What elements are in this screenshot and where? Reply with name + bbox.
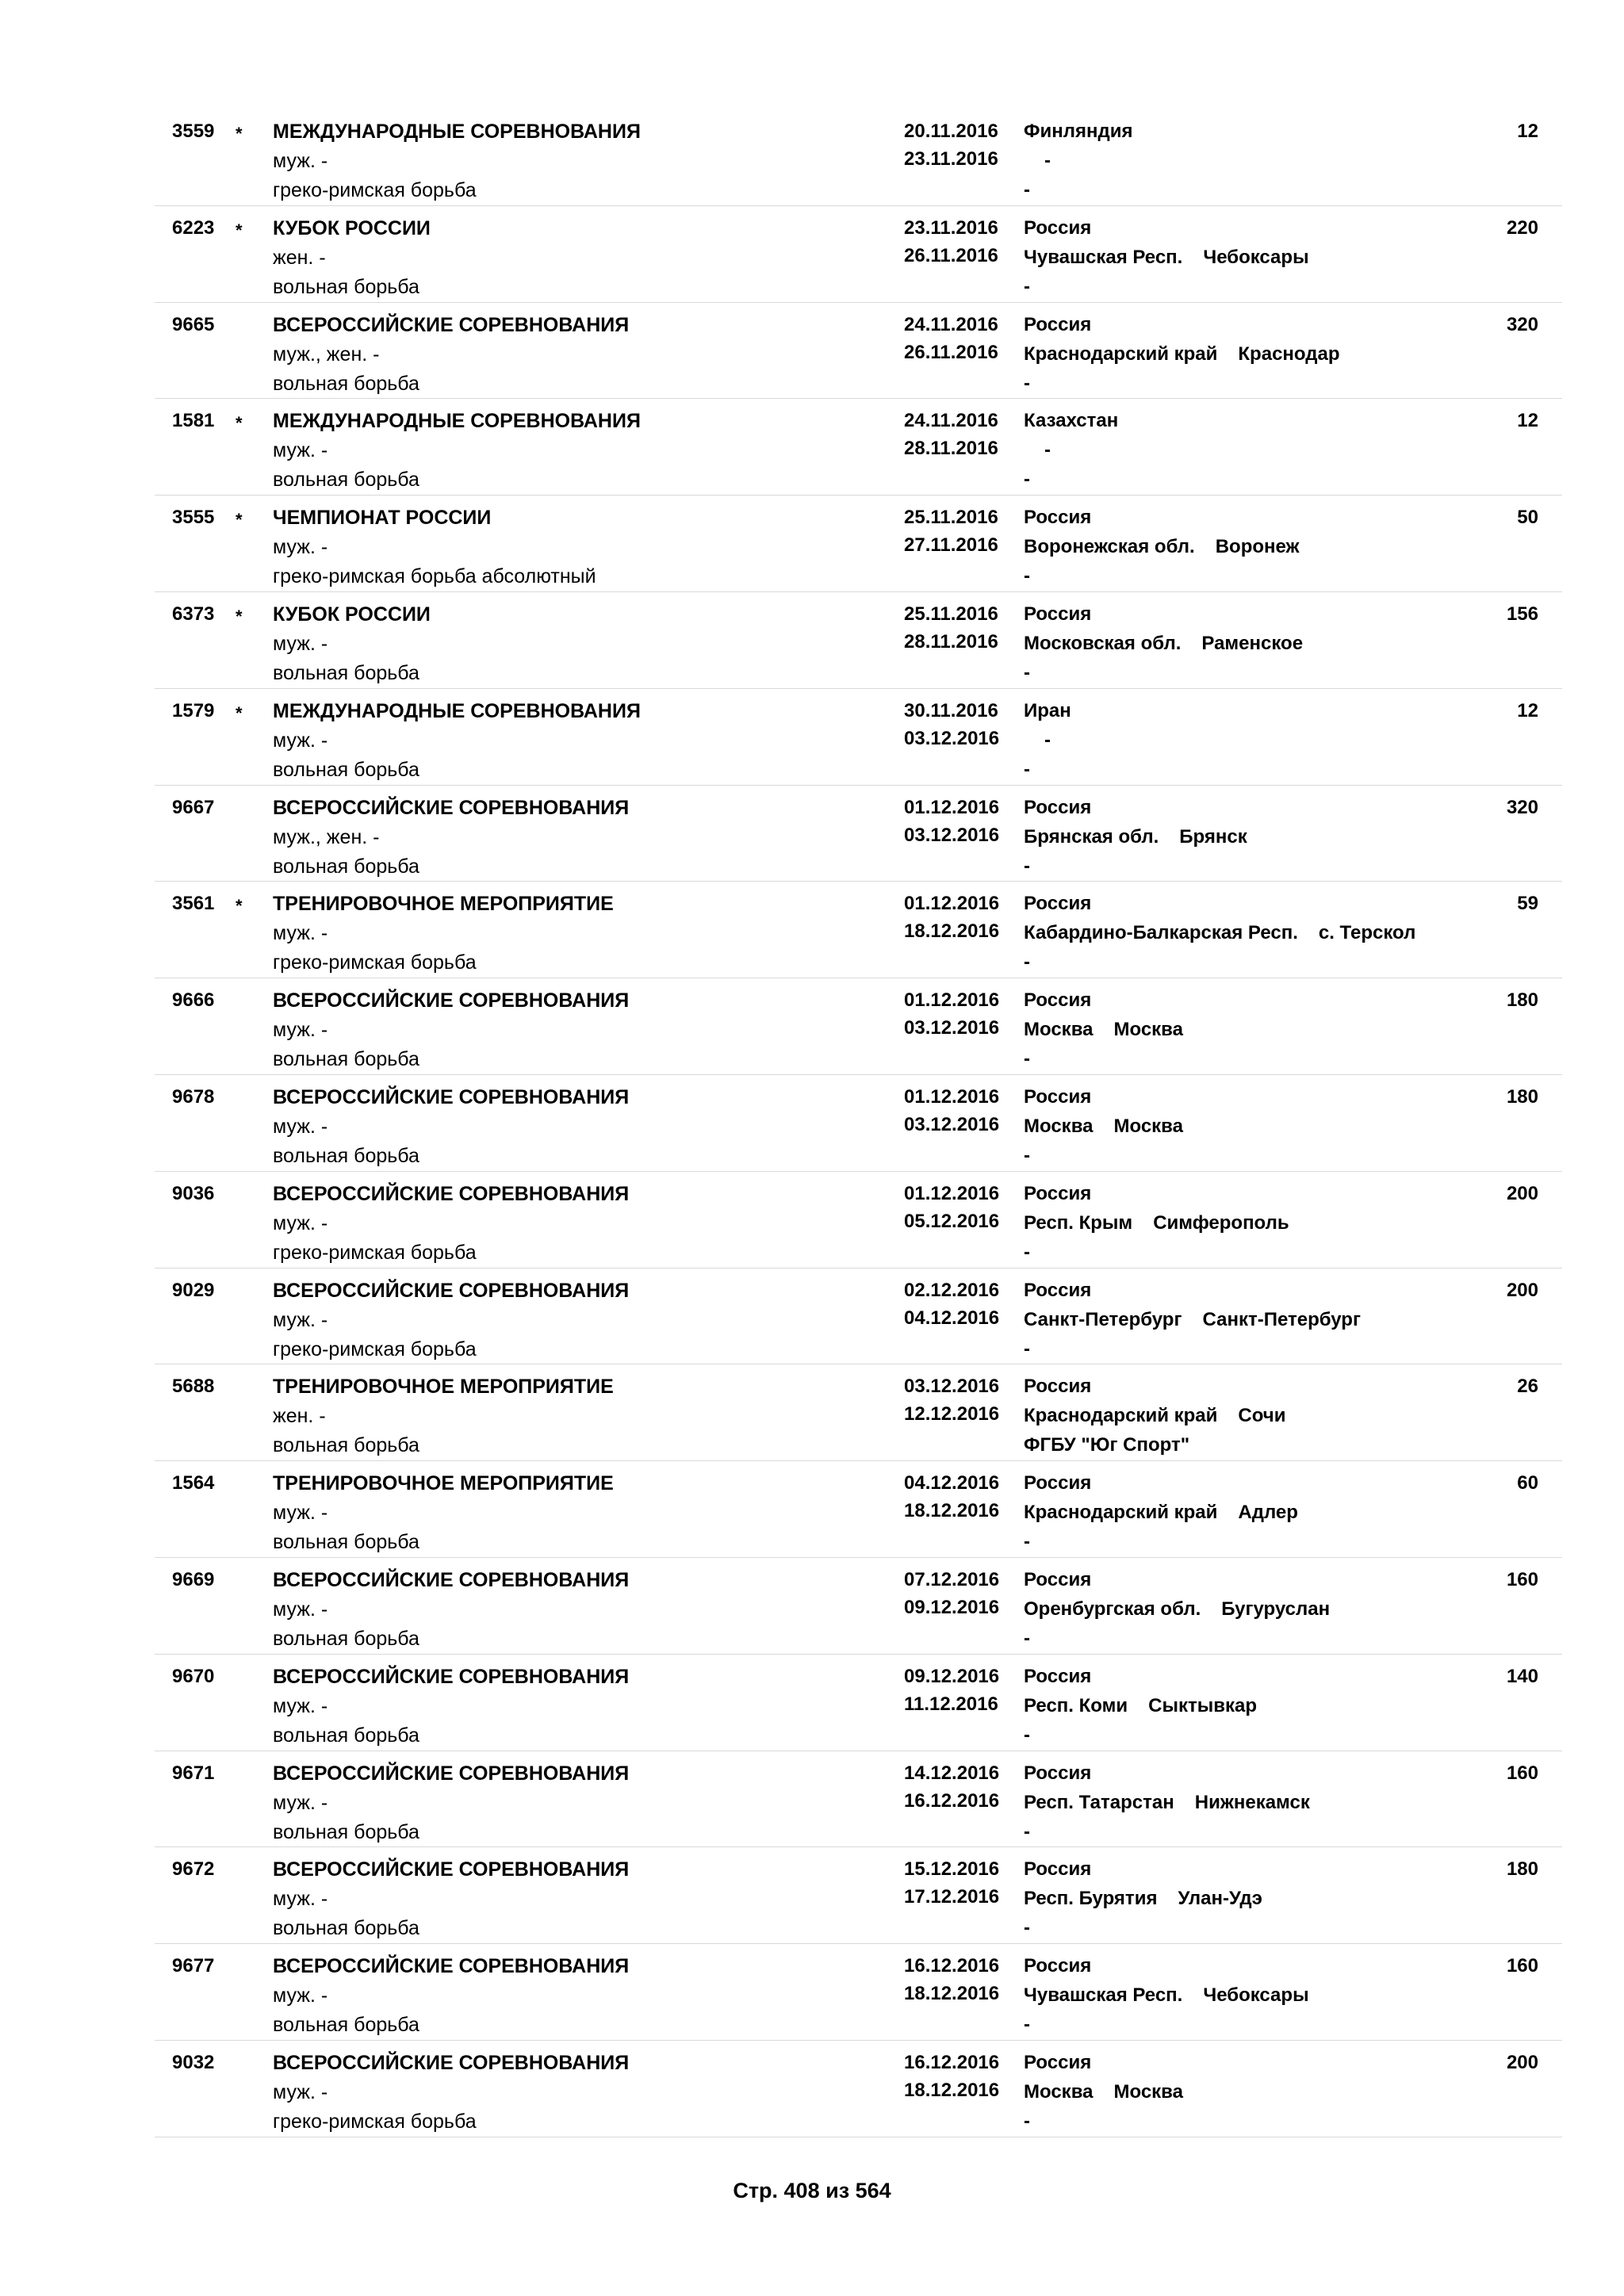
event-title: ТРЕНИРОВОЧНОЕ МЕРОПРИЯТИЕ: [273, 893, 614, 916]
event-participants: 200: [1506, 1279, 1538, 1301]
event-country: Россия: [1024, 2051, 1092, 2073]
event-star-marker: *: [236, 896, 243, 916]
event-date-end: 12.12.2016: [904, 1403, 1000, 1425]
event-row: [155, 399, 1562, 496]
event-gender: муж. -: [273, 729, 328, 752]
event-row: [155, 689, 1562, 786]
event-city: Воронеж: [1215, 536, 1300, 558]
event-organizer: -: [1024, 661, 1030, 683]
event-star-marker: *: [236, 220, 243, 240]
event-country: Россия: [1024, 1665, 1092, 1687]
event-participants: 160: [1506, 1568, 1538, 1590]
event-organizer: -: [1024, 565, 1030, 587]
event-discipline: греко-римская борьба: [273, 179, 477, 201]
event-city: Москва: [1113, 2080, 1183, 2103]
event-organizer: -: [1024, 1627, 1030, 1649]
event-region: Кабардино-Балкарская Респ.: [1024, 922, 1298, 944]
event-location: [1024, 823, 1247, 851]
event-organizer: -: [1024, 2014, 1030, 2036]
event-date-start: 02.12.2016: [904, 1279, 1000, 1301]
event-participants: 320: [1506, 796, 1538, 818]
event-region: Краснодарский край: [1024, 1405, 1218, 1427]
event-city: Чебоксары: [1203, 246, 1309, 268]
event-location: [1024, 1595, 1330, 1624]
event-participants: 12: [1517, 699, 1538, 721]
event-discipline: греко-римская борьба: [273, 2110, 477, 2133]
event-date-end: 28.11.2016: [904, 630, 998, 652]
event-discipline: вольная борьба: [273, 855, 419, 878]
event-row: [155, 1751, 1562, 1848]
event-date-start: 07.12.2016: [904, 1568, 1000, 1590]
event-participants: 60: [1517, 1472, 1538, 1494]
event-gender: муж. -: [273, 1694, 328, 1717]
event-country: Россия: [1024, 989, 1092, 1012]
event-region: Респ. Крым: [1024, 1211, 1133, 1234]
event-date-end: 11.12.2016: [904, 1693, 998, 1715]
event-gender: муж. -: [273, 439, 328, 462]
event-title: МЕЖДУНАРОДНЫЕ СОРЕВНОВАНИЯ: [273, 410, 641, 433]
event-date-start: 01.12.2016: [904, 1182, 1000, 1204]
event-gender: муж. -: [273, 922, 328, 945]
event-location: [1024, 147, 1051, 175]
event-organizer: -: [1024, 179, 1030, 201]
event-location: [1024, 1306, 1361, 1334]
event-id: 3555: [172, 507, 215, 529]
event-location: [1024, 1402, 1286, 1430]
event-date-end: 18.12.2016: [904, 2079, 1000, 2101]
event-date-end: 05.12.2016: [904, 1210, 1000, 1232]
event-country: Россия: [1024, 1085, 1092, 1108]
page-number: Стр. 408 из 564: [733, 2179, 891, 2202]
event-id: 9670: [172, 1665, 215, 1687]
event-location: [1024, 1498, 1298, 1527]
event-region: Московская обл.: [1024, 632, 1182, 654]
event-star-marker: *: [236, 702, 243, 723]
event-date-end: 03.12.2016: [904, 1113, 1000, 1135]
event-title: МЕЖДУНАРОДНЫЕ СОРЕВНОВАНИЯ: [273, 699, 641, 722]
event-row: [155, 882, 1562, 978]
event-region: Чувашская Респ.: [1024, 246, 1183, 268]
event-city: Симферополь: [1153, 1211, 1289, 1234]
event-participants: 160: [1506, 1955, 1538, 1977]
event-region: Москва: [1024, 1019, 1094, 1041]
event-id: 1581: [172, 410, 215, 432]
event-region: Респ. Бурятия: [1024, 1888, 1158, 1910]
event-gender: муж. -: [273, 150, 328, 172]
event-region: Воронежская обл.: [1024, 536, 1195, 558]
event-title: ВСЕРОССИЙСКИЕ СОРЕВНОВАНИЯ: [273, 1858, 630, 1881]
event-location: [1024, 1016, 1183, 1044]
event-location: [1024, 1885, 1262, 1913]
event-organizer: -: [1024, 1241, 1030, 1263]
event-participants: 12: [1517, 121, 1538, 142]
event-row: [155, 1847, 1562, 1944]
event-country: Россия: [1024, 1858, 1092, 1881]
event-participants: 200: [1506, 1182, 1538, 1204]
event-organizer: ФГБУ "Юг Спорт": [1024, 1434, 1190, 1456]
event-country: Россия: [1024, 796, 1092, 818]
event-country: Россия: [1024, 1182, 1092, 1204]
event-date-end: 04.12.2016: [904, 1307, 1000, 1329]
event-star-marker: *: [236, 124, 243, 144]
event-discipline: вольная борьба: [273, 661, 419, 684]
event-id: 1579: [172, 699, 215, 721]
event-date-start: 15.12.2016: [904, 1858, 1000, 1881]
event-title: ВСЕРОССИЙСКИЕ СОРЕВНОВАНИЯ: [273, 989, 630, 1012]
event-title: ВСЕРОССИЙСКИЕ СОРЕВНОВАНИЯ: [273, 1762, 630, 1785]
event-location: [1024, 629, 1303, 658]
event-date-start: 09.12.2016: [904, 1665, 1000, 1687]
event-country: Россия: [1024, 1568, 1092, 1590]
event-title: ВСЕРОССИЙСКИЕ СОРЕВНОВАНИЯ: [273, 2051, 630, 2074]
event-date-start: 30.11.2016: [904, 699, 998, 721]
event-row: [155, 1172, 1562, 1269]
event-gender: жен. -: [273, 246, 326, 269]
event-city: Адлер: [1238, 1502, 1298, 1524]
event-title: ВСЕРОССИЙСКИЕ СОРЕВНОВАНИЯ: [273, 1279, 630, 1302]
event-date-start: 03.12.2016: [904, 1376, 1000, 1398]
event-participants: 320: [1506, 313, 1538, 335]
event-location: [1024, 1692, 1257, 1720]
event-participants: 26: [1517, 1376, 1538, 1398]
event-discipline: вольная борьба: [273, 1627, 419, 1650]
event-title: ТРЕНИРОВОЧНОЕ МЕРОПРИЯТИЕ: [273, 1472, 614, 1495]
event-date-end: 03.12.2016: [904, 1017, 1000, 1039]
event-title: ВСЕРОССИЙСКИЕ СОРЕВНОВАНИЯ: [273, 1665, 630, 1688]
event-date-end: 26.11.2016: [904, 341, 998, 363]
event-gender: муж. -: [273, 1888, 328, 1911]
event-region: Респ. Татарстан: [1024, 1791, 1174, 1813]
event-title: МЕЖДУНАРОДНЫЕ СОРЕВНОВАНИЯ: [273, 121, 641, 143]
event-organizer: -: [1024, 1724, 1030, 1746]
event-date-end: 23.11.2016: [904, 148, 998, 170]
event-region: Чувашская Респ.: [1024, 1984, 1183, 2007]
event-region: Оренбургская обл.: [1024, 1598, 1201, 1620]
event-city: Чебоксары: [1203, 1984, 1309, 2007]
event-participants: 180: [1506, 1085, 1538, 1108]
event-participants: 180: [1506, 989, 1538, 1012]
event-date-start: 24.11.2016: [904, 313, 998, 335]
event-discipline: вольная борьба: [273, 2014, 419, 2037]
event-date-start: 23.11.2016: [904, 216, 998, 239]
event-row: [155, 496, 1562, 592]
event-organizer: -: [1024, 1531, 1030, 1553]
event-location: [1024, 340, 1340, 369]
event-discipline: вольная борьба: [273, 758, 419, 781]
event-city: с. Терскол: [1318, 922, 1416, 944]
event-country: Россия: [1024, 1762, 1092, 1784]
event-city: Сыктывкар: [1148, 1694, 1257, 1716]
event-row: [155, 206, 1562, 303]
event-participants: 160: [1506, 1762, 1538, 1784]
event-organizer: -: [1024, 1820, 1030, 1843]
event-gender: муж. -: [273, 1502, 328, 1525]
event-discipline: вольная борьба: [273, 275, 419, 298]
event-date-end: 18.12.2016: [904, 1983, 1000, 2005]
event-location: [1024, 533, 1300, 561]
event-country: Россия: [1024, 1472, 1092, 1494]
event-id: 9677: [172, 1955, 215, 1977]
event-country: Россия: [1024, 313, 1092, 335]
event-date-end: 28.11.2016: [904, 438, 998, 460]
event-id: 9672: [172, 1858, 215, 1881]
event-organizer: -: [1024, 1048, 1030, 1070]
event-date-start: 20.11.2016: [904, 121, 998, 142]
event-region: Санкт-Петербург: [1024, 1308, 1182, 1330]
event-participants: 200: [1506, 2051, 1538, 2073]
event-title: ВСЕРОССИЙСКИЕ СОРЕВНОВАНИЯ: [273, 1182, 630, 1205]
event-date-start: 25.11.2016: [904, 507, 998, 529]
event-row: [155, 592, 1562, 689]
event-date-end: 03.12.2016: [904, 727, 1000, 749]
event-date-start: 25.11.2016: [904, 603, 998, 625]
event-organizer: -: [1024, 372, 1030, 394]
event-city: Москва: [1113, 1019, 1183, 1041]
event-row: [155, 786, 1562, 882]
event-participants: 12: [1517, 410, 1538, 432]
event-date-start: 01.12.2016: [904, 989, 1000, 1012]
event-country: Россия: [1024, 1955, 1092, 1977]
event-country: Россия: [1024, 1279, 1092, 1301]
event-row: [155, 303, 1562, 400]
event-gender: муж., жен. -: [273, 342, 380, 365]
event-discipline: греко-римская борьба: [273, 1337, 477, 1360]
event-participants: 156: [1506, 603, 1538, 625]
event-row: [155, 109, 1562, 206]
event-city: Санкт-Петербург: [1202, 1308, 1361, 1330]
event-organizer: -: [1024, 1337, 1030, 1360]
event-title: ВСЕРОССИЙСКИЕ СОРЕВНОВАНИЯ: [273, 1568, 630, 1591]
event-region: Брянская обл.: [1024, 825, 1159, 848]
event-date-end: 26.11.2016: [904, 244, 998, 266]
event-date-end: 16.12.2016: [904, 1789, 1000, 1812]
event-discipline: вольная борьба: [273, 372, 419, 395]
event-row: [155, 1944, 1562, 2041]
event-gender: муж., жен. -: [273, 825, 380, 848]
event-country: Казахстан: [1024, 410, 1119, 432]
event-city: -: [1044, 729, 1051, 751]
event-id: 1564: [172, 1472, 215, 1494]
event-discipline: вольная борьба: [273, 1917, 419, 1940]
event-date-end: 09.12.2016: [904, 1596, 1000, 1618]
event-row: [155, 2041, 1562, 2137]
event-organizer: -: [1024, 1917, 1030, 1939]
event-discipline: вольная борьба: [273, 1820, 419, 1843]
event-city: Краснодар: [1238, 342, 1340, 365]
event-id: 6223: [172, 216, 215, 239]
event-date-start: 16.12.2016: [904, 2051, 1000, 2073]
event-id: 9667: [172, 796, 215, 818]
event-organizer: -: [1024, 2110, 1030, 2132]
event-location: [1024, 2078, 1183, 2107]
event-date-end: 17.12.2016: [904, 1886, 1000, 1908]
event-discipline: вольная борьба: [273, 469, 419, 492]
event-gender: муж. -: [273, 536, 328, 559]
event-row: [155, 978, 1562, 1075]
event-location: [1024, 436, 1051, 465]
event-country: Россия: [1024, 216, 1092, 239]
event-city: -: [1044, 439, 1051, 461]
event-organizer: -: [1024, 275, 1030, 297]
event-star-marker: *: [236, 510, 243, 530]
event-city: Брянск: [1179, 825, 1247, 848]
event-id: 9669: [172, 1568, 215, 1590]
event-id: 9665: [172, 313, 215, 335]
event-participants: 140: [1506, 1665, 1538, 1687]
event-row: [155, 1269, 1562, 1365]
event-row: [155, 1655, 1562, 1751]
event-location: [1024, 1981, 1309, 2010]
event-participants: 180: [1506, 1858, 1538, 1881]
event-country: Россия: [1024, 893, 1092, 915]
event-discipline: вольная борьба: [273, 1531, 419, 1554]
event-participants: 59: [1517, 893, 1538, 915]
event-country: Россия: [1024, 1376, 1092, 1398]
event-id: 9029: [172, 1279, 215, 1301]
event-id: 9032: [172, 2051, 215, 2073]
event-participants: 50: [1517, 507, 1538, 529]
event-city: Нижнекамск: [1194, 1791, 1310, 1813]
event-title: ВСЕРОССИЙСКИЕ СОРЕВНОВАНИЯ: [273, 1085, 630, 1108]
event-gender: муж. -: [273, 1308, 328, 1331]
event-discipline: вольная борьба: [273, 1144, 419, 1167]
event-organizer: -: [1024, 1144, 1030, 1166]
event-discipline: вольная борьба: [273, 1434, 419, 1457]
event-date-end: 27.11.2016: [904, 534, 998, 557]
event-region: Москва: [1024, 2080, 1094, 2103]
event-gender: муж. -: [273, 632, 328, 655]
event-participants: 220: [1506, 216, 1538, 239]
event-location: [1024, 1112, 1183, 1141]
event-country: Иран: [1024, 699, 1071, 721]
event-discipline: греко-римская борьба: [273, 951, 477, 974]
event-date-start: 01.12.2016: [904, 796, 1000, 818]
event-discipline: вольная борьба: [273, 1724, 419, 1747]
event-gender: муж. -: [273, 2080, 328, 2103]
event-id: 6373: [172, 603, 215, 625]
event-row: [155, 1364, 1562, 1461]
event-date-start: 14.12.2016: [904, 1762, 1000, 1784]
event-row: [155, 1075, 1562, 1172]
event-row: [155, 1461, 1562, 1558]
event-gender: жен. -: [273, 1405, 326, 1428]
event-date-end: 18.12.2016: [904, 920, 1000, 943]
event-date-start: 04.12.2016: [904, 1472, 1000, 1494]
event-title: КУБОК РОССИИ: [273, 603, 431, 626]
event-region: Респ. Коми: [1024, 1694, 1128, 1716]
event-location: [1024, 726, 1051, 755]
event-city: Бугуруслан: [1221, 1598, 1331, 1620]
event-discipline: греко-римская борьба: [273, 1241, 477, 1264]
event-city: Сочи: [1238, 1405, 1286, 1427]
event-location: [1024, 1789, 1310, 1817]
event-region: Москва: [1024, 1115, 1094, 1137]
event-star-marker: *: [236, 413, 243, 434]
event-title: ВСЕРОССИЙСКИЕ СОРЕВНОВАНИЯ: [273, 1955, 630, 1978]
event-city: Улан-Удэ: [1178, 1888, 1262, 1910]
event-location: [1024, 919, 1415, 947]
event-country: Россия: [1024, 603, 1092, 625]
event-organizer: -: [1024, 758, 1030, 780]
event-star-marker: *: [236, 606, 243, 626]
event-gender: муж. -: [273, 1598, 328, 1621]
event-title: ВСЕРОССИЙСКИЕ СОРЕВНОВАНИЯ: [273, 796, 630, 819]
event-city: Раменское: [1201, 632, 1304, 654]
event-country: Россия: [1024, 507, 1092, 529]
event-gender: муж. -: [273, 1791, 328, 1814]
event-gender: муж. -: [273, 1211, 328, 1234]
event-region: Краснодарский край: [1024, 1502, 1218, 1524]
event-id: 3559: [172, 121, 215, 142]
event-title: КУБОК РОССИИ: [273, 216, 431, 239]
event-id: 9666: [172, 989, 215, 1012]
event-gender: муж. -: [273, 1984, 328, 2007]
event-country: Финляндия: [1024, 121, 1133, 142]
event-region: Краснодарский край: [1024, 342, 1218, 365]
event-gender: муж. -: [273, 1019, 328, 1042]
event-list: [155, 109, 1562, 2137]
event-id: 5688: [172, 1376, 215, 1398]
event-title: ВСЕРОССИЙСКИЕ СОРЕВНОВАНИЯ: [273, 313, 630, 336]
event-city: -: [1044, 150, 1051, 171]
event-discipline: греко-римская борьба абсолютный: [273, 565, 596, 588]
event-row: [155, 1558, 1562, 1655]
event-gender: муж. -: [273, 1115, 328, 1138]
event-location: [1024, 243, 1309, 272]
event-id: 3561: [172, 893, 215, 915]
event-title: ЧЕМПИОНАТ РОССИИ: [273, 507, 492, 530]
event-id: 9671: [172, 1762, 215, 1784]
event-organizer: -: [1024, 951, 1030, 974]
event-id: 9036: [172, 1182, 215, 1204]
event-discipline: вольная борьба: [273, 1048, 419, 1071]
event-date-end: 18.12.2016: [904, 1500, 1000, 1522]
event-location: [1024, 1209, 1289, 1238]
event-title: ТРЕНИРОВОЧНОЕ МЕРОПРИЯТИЕ: [273, 1376, 614, 1399]
event-date-end: 03.12.2016: [904, 824, 1000, 846]
event-organizer: -: [1024, 855, 1030, 877]
event-id: 9678: [172, 1085, 215, 1108]
event-organizer: -: [1024, 469, 1030, 491]
event-city: Москва: [1113, 1115, 1183, 1137]
event-date-start: 01.12.2016: [904, 893, 1000, 915]
event-date-start: 16.12.2016: [904, 1955, 1000, 1977]
event-date-start: 24.11.2016: [904, 410, 998, 432]
event-date-start: 01.12.2016: [904, 1085, 1000, 1108]
